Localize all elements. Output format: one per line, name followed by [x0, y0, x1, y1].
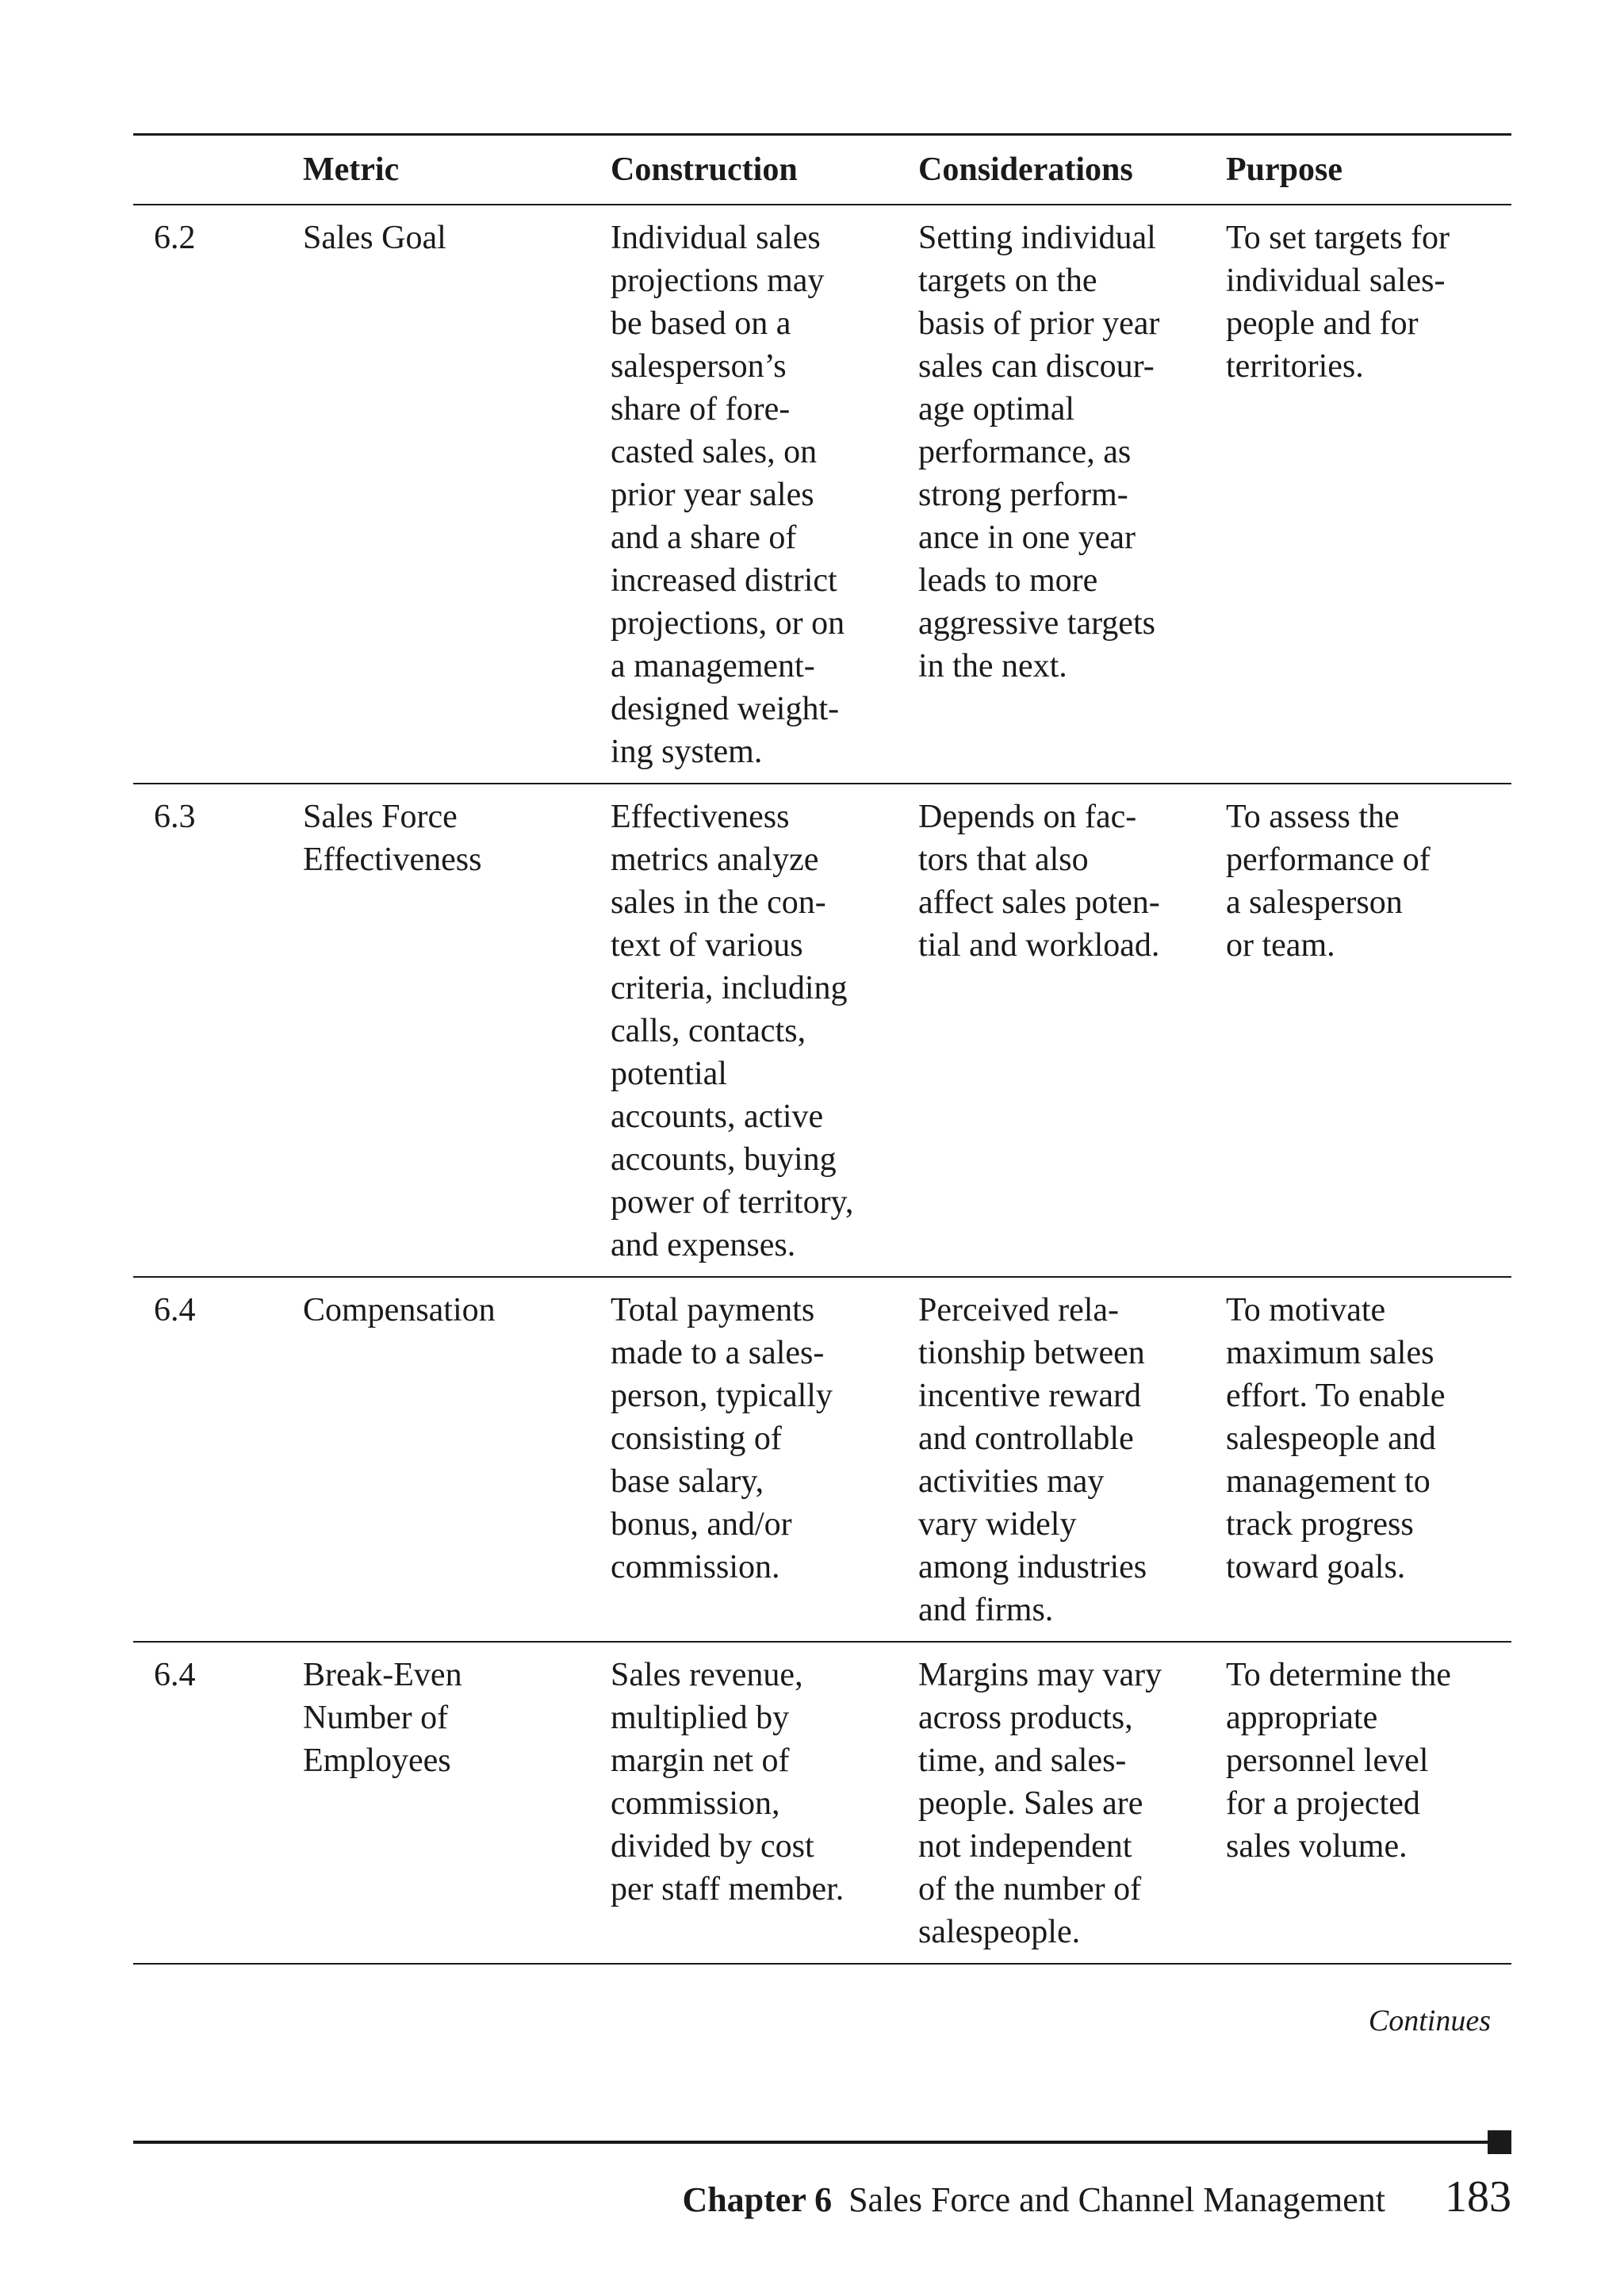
cell-purpose: To motivate maximum sales effort. To enable salespeople and management to track progress toward goals. — [1226, 1292, 1446, 1585]
table-body — [133, 205, 1511, 1964]
cell-construction: Individual sales projections may be based on a salesperson’s share of fore- casted sales, on prior year sales and a share of increased district projections, or on a management- designed weight- ing system. — [611, 220, 845, 770]
metrics-table — [133, 133, 1511, 1965]
cell-section: 6.4 — [154, 1657, 196, 1693]
cell-construction: Total payments made to a sales- person, typically consisting of base salary, bonus, and/or commission. — [611, 1292, 833, 1585]
header-considerations: Considerations — [918, 151, 1133, 188]
header-metric: Metric — [303, 151, 400, 188]
cell-considerations: Setting individual targets on the basis of prior year sales can discour- age optimal performance, as strong perform- ance in one year leads to more aggressive targets in the next. — [918, 220, 1160, 684]
table-row — [133, 784, 1511, 1277]
cell-section: 6.3 — [154, 799, 196, 835]
cell-metric: Compensation — [303, 1292, 496, 1328]
continues-note: Continues — [1368, 2004, 1491, 2038]
header-section — [133, 135, 284, 205]
cell-metric: Sales Goal — [303, 220, 446, 256]
cell-considerations: Depends on fac- tors that also affect sales poten- tial and workload. — [918, 799, 1160, 964]
header-purpose: Purpose — [1226, 151, 1342, 188]
cell-construction: Effectiveness metrics analyze sales in the con- text of various criteria, including calls, contacts, potential accounts, active accounts, buying power of territory, and expenses. — [611, 799, 854, 1263]
chapter-title: Sales Force and Channel Management — [848, 2180, 1385, 2219]
cell-section: 6.2 — [154, 220, 196, 256]
running-footer — [682, 2173, 1511, 2224]
table-row — [133, 205, 1511, 784]
cell-purpose: To set targets for individual sales- people and for territories. — [1226, 220, 1450, 385]
cell-considerations: Perceived rela- tionship between incentive reward and controllable activities may vary widely among industries and firms. — [918, 1292, 1147, 1628]
cell-purpose: To determine the appropriate personnel level for a projected sales volume. — [1226, 1657, 1451, 1865]
cell-construction: Sales revenue, multiplied by margin net of commission, divided by cost per staff member. — [611, 1657, 845, 1907]
footer-rule — [133, 2141, 1511, 2144]
table-row — [133, 1642, 1511, 1964]
cell-metric: Break-Even Number of Employees — [303, 1657, 462, 1779]
chapter-label: Chapter 6 — [682, 2180, 833, 2219]
cell-section: 6.4 — [154, 1292, 196, 1328]
header-construction: Construction — [611, 151, 798, 188]
cell-purpose: To assess the performance of a salesperson or team. — [1226, 799, 1431, 964]
cell-considerations: Margins may vary across products, time, and sales- people. Sales are not independent of the number of salespeople. — [918, 1657, 1162, 1950]
cell-metric: Sales Force Effectiveness — [303, 799, 482, 878]
header-row — [133, 135, 1511, 205]
table-row — [133, 1277, 1511, 1642]
page-number: 183 — [1445, 2172, 1511, 2222]
table-header — [133, 135, 1511, 205]
footer-rule-end-square — [1488, 2130, 1511, 2154]
